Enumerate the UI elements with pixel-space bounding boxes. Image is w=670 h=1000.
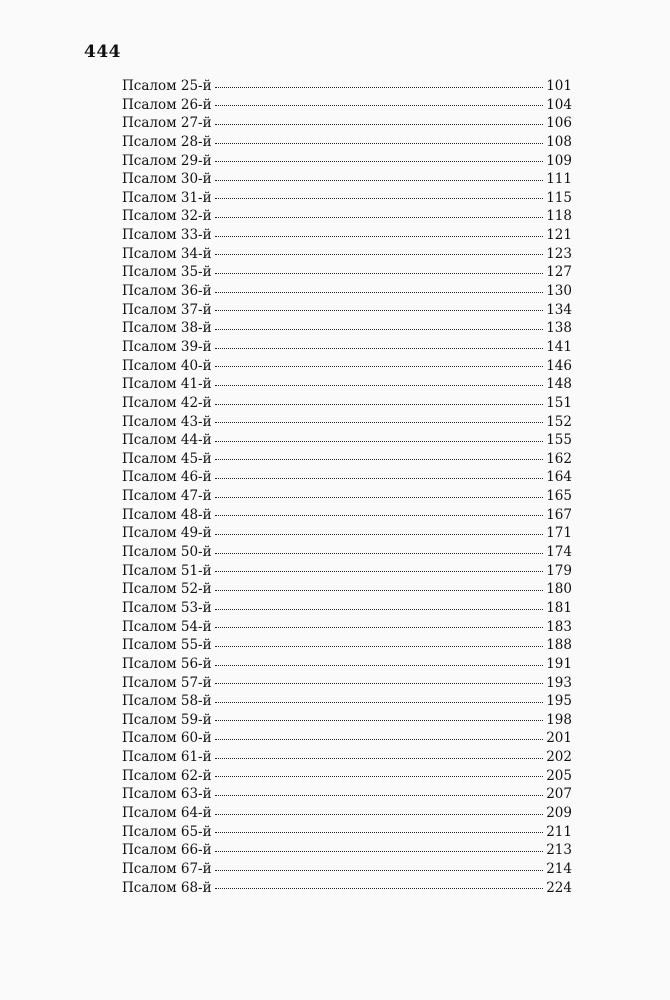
toc-entry bbox=[122, 841, 572, 860]
toc-entry-title: Псалом 37-й bbox=[122, 301, 212, 318]
toc-entry bbox=[122, 655, 572, 674]
toc-entry-page: 108 bbox=[546, 133, 572, 150]
toc-entry-page: 109 bbox=[546, 152, 572, 169]
dot-leader bbox=[215, 665, 544, 666]
dot-leader bbox=[215, 795, 544, 796]
toc-entry-title: Псалом 39-й bbox=[122, 338, 212, 355]
toc-entry-page: 164 bbox=[546, 469, 572, 486]
toc-entry-page: 121 bbox=[546, 227, 572, 244]
toc-entry-title: Псалом 36-й bbox=[122, 283, 212, 300]
dot-leader bbox=[215, 515, 544, 516]
toc-entry bbox=[122, 879, 572, 898]
dot-leader bbox=[215, 217, 544, 218]
toc-entry-page: 167 bbox=[546, 506, 572, 523]
toc-entry-page: 123 bbox=[546, 245, 572, 262]
toc-entry-page: 104 bbox=[546, 96, 572, 113]
dot-leader bbox=[215, 851, 544, 852]
toc-entry bbox=[122, 189, 572, 208]
dot-leader bbox=[215, 441, 544, 442]
toc-entry-title: Псалом 48-й bbox=[122, 506, 212, 523]
dot-leader bbox=[215, 310, 544, 311]
dot-leader bbox=[215, 553, 544, 554]
toc-entry bbox=[122, 319, 572, 338]
dot-leader bbox=[215, 348, 544, 349]
toc-entry bbox=[122, 562, 572, 581]
toc-entry-page: 134 bbox=[546, 301, 572, 318]
toc-entry-title: Псалом 40-й bbox=[122, 357, 212, 374]
toc-entry-title: Псалом 53-й bbox=[122, 599, 212, 616]
toc-entry-title: Псалом 63-й bbox=[122, 786, 212, 803]
toc-entry bbox=[122, 226, 572, 245]
toc-entry bbox=[122, 468, 572, 487]
toc-entry bbox=[122, 636, 572, 655]
toc-entry bbox=[122, 823, 572, 842]
toc-entry bbox=[122, 133, 572, 152]
toc-entry bbox=[122, 618, 572, 637]
dot-leader bbox=[215, 87, 544, 88]
toc-entry bbox=[122, 245, 572, 264]
toc-entry-title: Псалом 52-й bbox=[122, 581, 212, 598]
dot-leader bbox=[215, 161, 544, 162]
toc-entry bbox=[122, 394, 572, 413]
toc-entry bbox=[122, 785, 572, 804]
toc-entry bbox=[122, 375, 572, 394]
dot-leader bbox=[215, 180, 544, 181]
toc-entry bbox=[122, 748, 572, 767]
dot-leader bbox=[215, 329, 544, 330]
toc-entry bbox=[122, 506, 572, 525]
toc-entry bbox=[122, 301, 572, 320]
toc-entry-page: 152 bbox=[546, 413, 572, 430]
toc-entry-page: 171 bbox=[546, 525, 572, 542]
toc-entry-title: Псалом 68-й bbox=[122, 879, 212, 896]
dot-leader bbox=[215, 497, 544, 498]
toc-entry-title: Псалом 45-й bbox=[122, 450, 212, 467]
toc-entry-title: Псалом 49-й bbox=[122, 525, 212, 542]
toc-entry-title: Псалом 61-й bbox=[122, 749, 212, 766]
dot-leader bbox=[215, 702, 544, 703]
toc-entry bbox=[122, 543, 572, 562]
toc-entry-page: 205 bbox=[546, 767, 572, 784]
toc-entry-title: Псалом 54-й bbox=[122, 618, 212, 635]
toc-entry-page: 118 bbox=[546, 208, 572, 225]
toc-entry bbox=[122, 450, 572, 469]
toc-entry-title: Псалом 55-й bbox=[122, 637, 212, 654]
toc-entry bbox=[122, 207, 572, 226]
dot-leader bbox=[215, 739, 544, 740]
toc-entry-title: Псалом 50-й bbox=[122, 544, 212, 561]
toc-entry-page: 165 bbox=[546, 488, 572, 505]
toc-entry bbox=[122, 114, 572, 133]
toc-entry-page: 211 bbox=[546, 823, 572, 840]
toc-entry-title: Псалом 57-й bbox=[122, 674, 212, 691]
toc-entry-title: Псалом 29-й bbox=[122, 152, 212, 169]
toc-entry-page: 138 bbox=[546, 320, 572, 337]
toc-entry-title: Псалом 62-й bbox=[122, 767, 212, 784]
toc-entry bbox=[122, 413, 572, 432]
dot-leader bbox=[215, 385, 544, 386]
toc-entry bbox=[122, 96, 572, 115]
toc-entry-title: Псалом 43-й bbox=[122, 413, 212, 430]
dot-leader bbox=[215, 236, 544, 237]
toc-entry-page: 155 bbox=[546, 432, 572, 449]
toc-entry-title: Псалом 65-й bbox=[122, 823, 212, 840]
dot-leader bbox=[215, 571, 544, 572]
toc-entry bbox=[122, 77, 572, 96]
toc-entry-page: 127 bbox=[546, 264, 572, 281]
dot-leader bbox=[215, 832, 544, 833]
toc-entry bbox=[122, 674, 572, 693]
toc-entry-title: Псалом 34-й bbox=[122, 245, 212, 262]
toc-entry bbox=[122, 152, 572, 171]
toc-entry bbox=[122, 692, 572, 711]
toc-entry-page: 162 bbox=[546, 450, 572, 467]
toc-entry-page: 213 bbox=[546, 842, 572, 859]
toc-entry-page: 141 bbox=[546, 338, 572, 355]
toc-entry-title: Псалом 60-й bbox=[122, 730, 212, 747]
toc-entry-page: 209 bbox=[546, 804, 572, 821]
toc-entry-page: 151 bbox=[546, 394, 572, 411]
toc-entry-page: 115 bbox=[546, 189, 572, 206]
toc-entry-title: Псалом 51-й bbox=[122, 562, 212, 579]
toc-entry bbox=[122, 767, 572, 786]
toc-entry-title: Псалом 25-й bbox=[122, 78, 212, 94]
toc-entry-title: Псалом 66-й bbox=[122, 842, 212, 859]
toc-entry-page: 111 bbox=[546, 171, 572, 188]
toc-entry-title: Псалом 46-й bbox=[122, 469, 212, 486]
toc-entry bbox=[122, 599, 572, 618]
toc-entry-page: 224 bbox=[546, 879, 572, 896]
dot-leader bbox=[215, 273, 544, 274]
toc-entry bbox=[122, 487, 572, 506]
dot-leader bbox=[215, 124, 544, 125]
toc-entry-title: Псалом 33-й bbox=[122, 227, 212, 244]
toc-entry bbox=[122, 580, 572, 599]
toc-entry-page: 191 bbox=[546, 655, 572, 672]
toc-entry-page: 198 bbox=[546, 711, 572, 728]
dot-leader bbox=[215, 627, 544, 628]
toc-entry-page: 207 bbox=[546, 786, 572, 803]
toc-entry-page: 181 bbox=[546, 599, 572, 616]
dot-leader bbox=[215, 814, 544, 815]
toc-entry-page: 201 bbox=[546, 730, 572, 747]
dot-leader bbox=[215, 254, 544, 255]
toc-entry-title: Псалом 58-й bbox=[122, 693, 212, 710]
toc-entry-page: 180 bbox=[546, 581, 572, 598]
toc-entry-title: Псалом 26-й bbox=[122, 96, 212, 113]
toc-entry-page: 130 bbox=[546, 283, 572, 300]
dot-leader bbox=[215, 459, 544, 460]
toc-entry bbox=[122, 431, 572, 450]
toc-entry bbox=[122, 524, 572, 543]
page-number: 444 bbox=[84, 42, 121, 62]
dot-leader bbox=[215, 143, 544, 144]
dot-leader bbox=[215, 422, 544, 423]
toc-entry-page: 148 bbox=[546, 376, 572, 393]
dot-leader bbox=[215, 590, 544, 591]
toc-entry-page: 101 bbox=[546, 78, 572, 94]
toc-entry bbox=[122, 804, 572, 823]
dot-leader bbox=[215, 888, 544, 889]
dot-leader bbox=[215, 404, 544, 405]
toc-entry-title: Псалом 47-й bbox=[122, 488, 212, 505]
dot-leader bbox=[215, 776, 544, 777]
toc-entry-title: Псалом 56-й bbox=[122, 655, 212, 672]
toc-entry-page: 188 bbox=[546, 637, 572, 654]
toc-entry-title: Псалом 30-й bbox=[122, 171, 212, 188]
toc-entry-page: 179 bbox=[546, 562, 572, 579]
dot-leader bbox=[215, 870, 544, 871]
toc-entry bbox=[122, 338, 572, 357]
toc-entry bbox=[122, 860, 572, 879]
dot-leader bbox=[215, 478, 544, 479]
toc-entry-title: Псалом 64-й bbox=[122, 804, 212, 821]
toc-entry-page: 214 bbox=[546, 860, 572, 877]
toc-entry bbox=[122, 729, 572, 748]
dot-leader bbox=[215, 198, 544, 199]
dot-leader bbox=[215, 609, 544, 610]
toc-entry-page: 202 bbox=[546, 749, 572, 766]
dot-leader bbox=[215, 646, 544, 647]
dot-leader bbox=[215, 534, 544, 535]
toc-entry-page: 193 bbox=[546, 674, 572, 691]
toc-entry-title: Псалом 31-й bbox=[122, 189, 212, 206]
toc-entry-title: Псалом 28-й bbox=[122, 133, 212, 150]
dot-leader bbox=[215, 105, 544, 106]
toc-entry-title: Псалом 35-й bbox=[122, 264, 212, 281]
toc-entry-page: 146 bbox=[546, 357, 572, 374]
toc-entry-title: Псалом 32-й bbox=[122, 208, 212, 225]
dot-leader bbox=[215, 366, 544, 367]
dot-leader bbox=[215, 292, 544, 293]
toc-entry-title: Псалом 41-й bbox=[122, 376, 212, 393]
toc-entry-page: 183 bbox=[546, 618, 572, 635]
dot-leader bbox=[215, 683, 544, 684]
toc-entry-title: Псалом 27-й bbox=[122, 115, 212, 132]
toc-entry bbox=[122, 263, 572, 282]
toc-entry-title: Псалом 42-й bbox=[122, 394, 212, 411]
toc-entry-title: Псалом 59-й bbox=[122, 711, 212, 728]
toc-entry-page: 174 bbox=[546, 544, 572, 561]
toc-entry-title: Псалом 67-й bbox=[122, 860, 212, 877]
toc-entry bbox=[122, 711, 572, 730]
toc-entry-page: 195 bbox=[546, 693, 572, 710]
toc-entry bbox=[122, 282, 572, 301]
toc-entry-title: Псалом 38-й bbox=[122, 320, 212, 337]
toc-entry bbox=[122, 357, 572, 376]
table-of-contents bbox=[122, 77, 572, 897]
toc-entry-title: Псалом 44-й bbox=[122, 432, 212, 449]
toc-entry bbox=[122, 170, 572, 189]
dot-leader bbox=[215, 758, 544, 759]
dot-leader bbox=[215, 720, 544, 721]
toc-entry-page: 106 bbox=[546, 115, 572, 132]
